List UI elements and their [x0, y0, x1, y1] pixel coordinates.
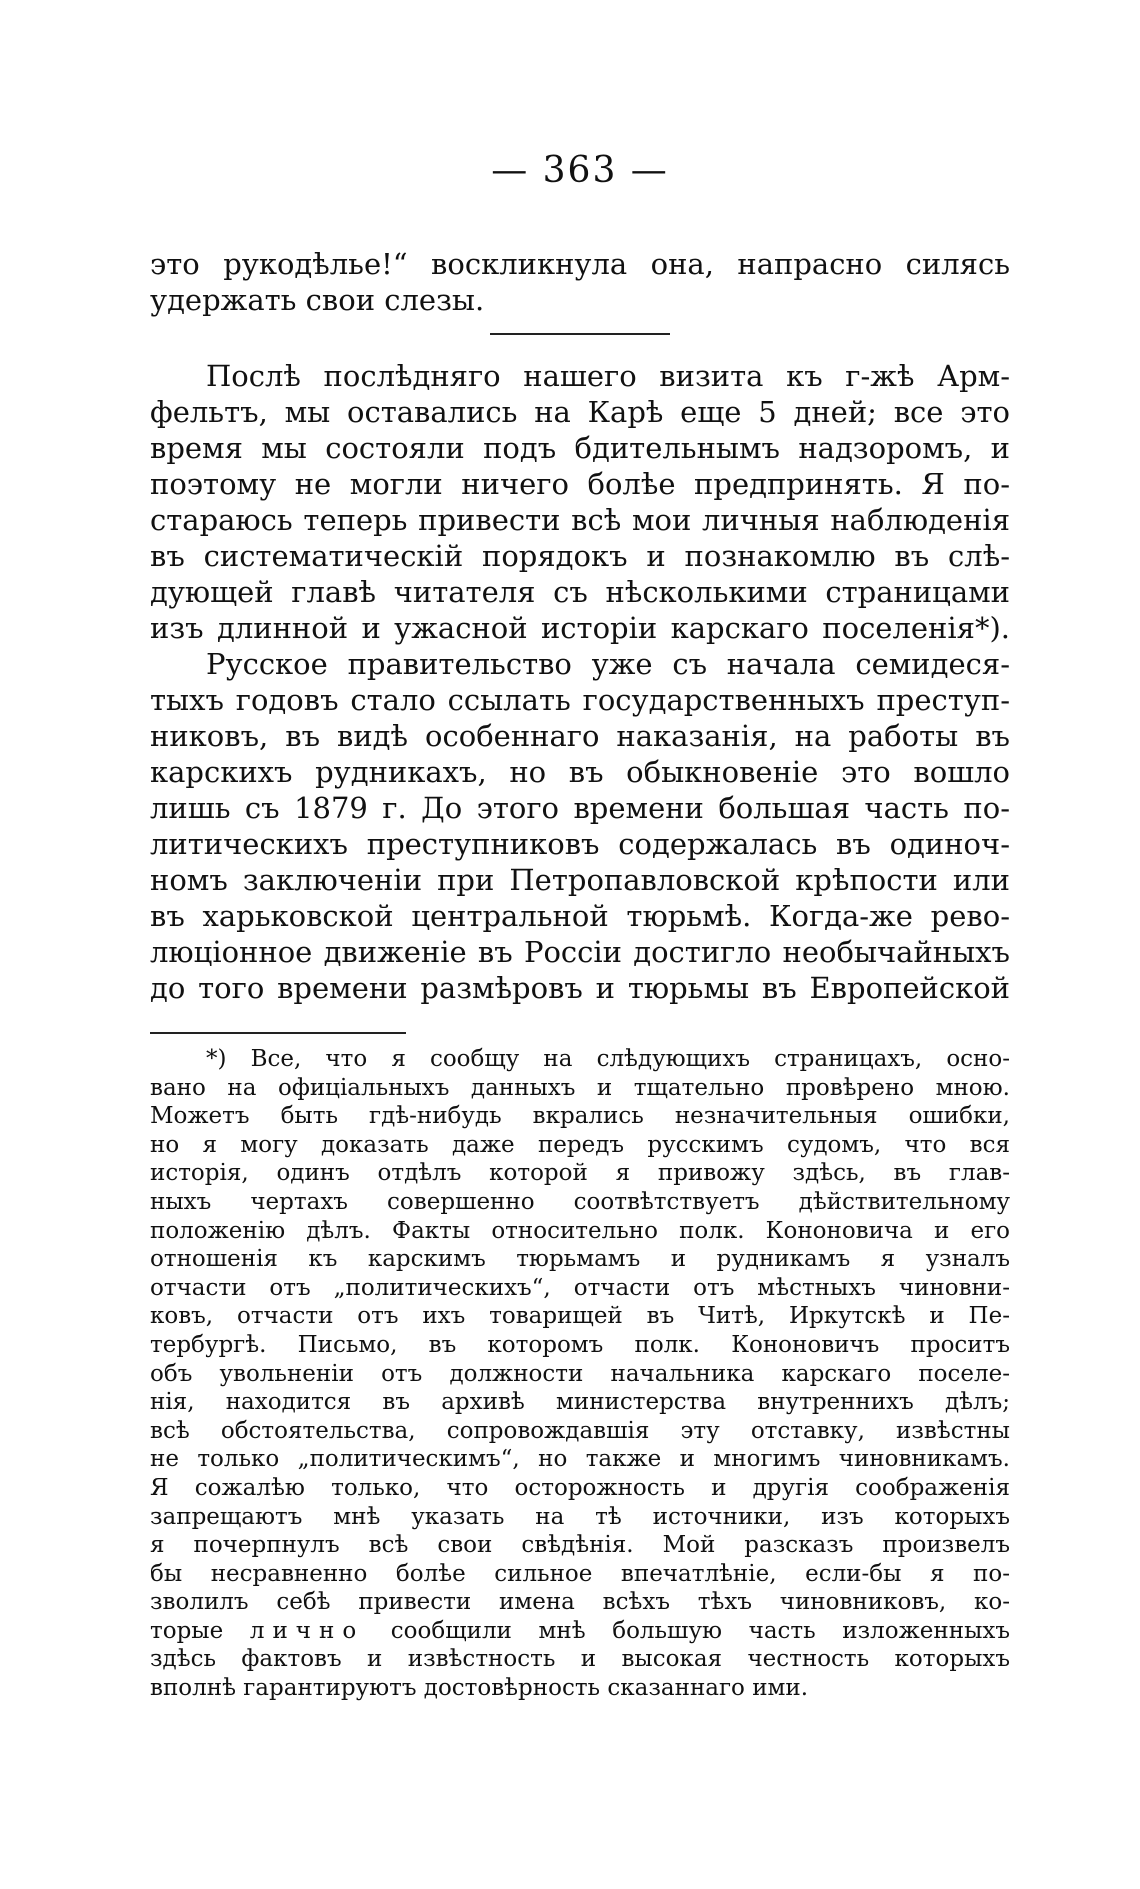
text-line: Послѣ послѣдняго нашего визита къ г-жѣ Арм- [206, 359, 1010, 393]
footnote-line: запрещаютъ мнѣ указать на тѣ источники, изъ которыхъ [150, 1503, 1010, 1530]
footnote-line: исторія, одинъ отдѣлъ которой я привожу здѣсь, въ глав- [150, 1160, 1010, 1187]
footnote-line: объ увольненіи отъ должности начальника карскаго поселе- [150, 1360, 1010, 1387]
footnote-line: нія, находится въ архивѣ министерства внутреннихъ дѣлъ; [150, 1389, 1010, 1416]
book-page [150, 0, 1010, 1889]
text-line: стараюсь теперь привести всѣ мои личныя наблюденія [150, 503, 1010, 537]
footnote-line: вано на офиціальныхъ данныхъ и тщательно провѣрено мною. [150, 1074, 1010, 1101]
footnote-line: отчасти отъ „политическихъ“, отчасти отъ мѣстныхъ чиновни- [150, 1274, 1010, 1301]
footnote-line: здѣсь фактовъ и извѣстность и высокая честность которыхъ [150, 1646, 1010, 1673]
text-line: фельтъ, мы оставались на Карѣ еще 5 дней; все это [150, 395, 1010, 429]
footnote-rule [150, 1032, 406, 1034]
intro-paragraph [150, 246, 1010, 318]
footnote-line [150, 1617, 1010, 1646]
text-line: время мы состояли подъ бдительнымъ надзоромъ, и [150, 431, 1010, 465]
main-text [150, 358, 1010, 1006]
footnote-text: торые [150, 1617, 250, 1644]
text-line: тыхъ годовъ стало ссылать государственныхъ преступ- [150, 683, 1010, 717]
spaced-emphasis: лично [249, 1617, 365, 1644]
footnote [150, 1045, 1010, 1703]
footnote-line: Можетъ быть гдѣ-нибудь вкрались незначительныя ошибки, [150, 1103, 1010, 1130]
text-line: номъ заключеніи при Петропавловской крѣпости или [150, 863, 1010, 897]
text-line: изъ длинной и ужасной исторіи карскаго поселенія*). [150, 611, 1010, 645]
footnote-line: отношенія къ карскимъ тюрьмамъ и рудникамъ я узналъ [150, 1246, 1010, 1273]
text-line: въ систематическій порядокъ и познакомлю въ слѣ- [150, 539, 1010, 573]
text-line: литическихъ преступниковъ содержалась въ одиноч- [150, 827, 1010, 861]
footnote-line: бы несравненно болѣе сильное впечатлѣніе, если-бы я по- [150, 1560, 1010, 1587]
text-line: до того времени размѣровъ и тюрьмы въ Европейской [150, 971, 1010, 1005]
text-line: никовъ, въ видѣ особеннаго наказанія, на работы въ [150, 719, 1010, 753]
footnote-text: сообщили мнѣ большую часть изложенныхъ [364, 1617, 1010, 1644]
text-line: лишь съ 1879 г. До этого времени большая часть по- [150, 791, 1010, 825]
text-line: въ харьковской центральной тюрьмѣ. Когда-же рево- [150, 899, 1010, 933]
footnote-line: ковъ, отчасти отъ ихъ товарищей въ Читѣ, Иркутскѣ и Пе- [150, 1303, 1010, 1330]
footnote-line: зволилъ себѣ привести имена всѣхъ тѣхъ чиновниковъ, ко- [150, 1589, 1010, 1616]
footnote-line: всѣ обстоятельства, сопровождавшія эту отставку, извѣстны [150, 1417, 1010, 1444]
footnote-line: вполнѣ гарантируютъ достовѣрность сказаннаго ими. [150, 1675, 809, 1702]
footnote-line: *) Все, что я сообщу на слѣдующихъ страницахъ, осно- [206, 1046, 1010, 1072]
footnote-line: ныхъ чертахъ совершенно соотвѣтствуетъ дѣйствительному [150, 1188, 1010, 1215]
text-line: Русское правительство уже съ начала семидеся- [206, 647, 1010, 681]
footnote-line: тербургѣ. Письмо, въ которомъ полк. Кононовичъ проситъ [150, 1331, 1010, 1358]
section-separator [490, 333, 670, 335]
text-line: удержать свои слезы. [150, 283, 485, 317]
footnote-line: я почерпнулъ всѣ свои свѣдѣнія. Мой разсказъ произвелъ [150, 1532, 1010, 1559]
text-line: дующей главѣ читателя съ нѣсколькими страницами [150, 575, 1010, 609]
page-number: — 363 — [491, 150, 669, 191]
footnote-line: положенію дѣлъ. Факты относительно полк. Кононовича и его [150, 1217, 1010, 1244]
footnote-line: не только „политическимъ“, но также и многимъ чиновникамъ. [150, 1446, 1010, 1473]
footnote-line: Я сожалѣю только, что осторожность и другія соображенія [150, 1474, 1010, 1501]
text-line: люціонное движеніе въ Россіи достигло необычайныхъ [150, 935, 1010, 969]
text-line: это рукодѣлье!“ воскликнула она, напрасно силясь [150, 247, 1010, 281]
footnote-line: но я могу доказать даже передъ русскимъ судомъ, что вся [150, 1131, 1010, 1158]
text-line: карскихъ рудникахъ, но въ обыкновеніе это вошло [150, 755, 1010, 789]
text-line: поэтому не могли ничего болѣе предпринять. Я по- [150, 467, 1010, 501]
